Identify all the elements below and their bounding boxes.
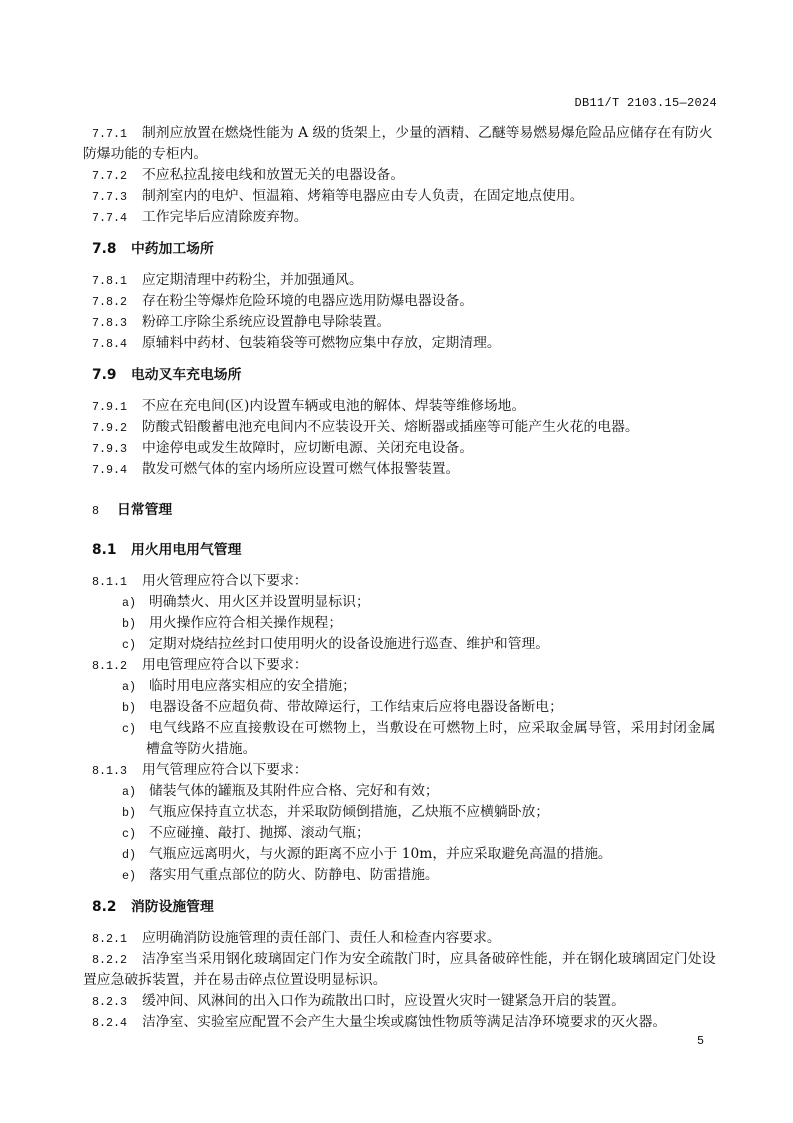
- list-item-text: 临时用电应落实相应的安全措施；: [149, 678, 356, 694]
- clause-number: 7.7.4: [92, 211, 128, 225]
- list-marker: e): [122, 869, 137, 883]
- list-item-text: 气瓶应保持直立状态，并采取防倾倒措施，乙炔瓶不应横躺卧放；: [149, 804, 550, 820]
- list-item-8-1-3-a: [83, 781, 733, 802]
- list-item-text-continued: 槽盒等防火措施。: [146, 741, 257, 757]
- list-marker: a): [122, 596, 137, 610]
- list-item-text: 定期对烧结拉丝封口使用明火的设备设施进行巡查、维护和管理。: [149, 636, 550, 652]
- heading-8-2: [83, 897, 733, 918]
- section-8-1: [83, 540, 733, 886]
- clause-text: 洁净室当采用钢化玻璃固定门作为安全疏散门时，应具备破碎性能，并在钢化玻璃固定门处设: [142, 951, 716, 967]
- clause-8-2-2-continuation: [83, 970, 733, 991]
- list-marker: c): [122, 827, 137, 841]
- page-number: 5: [697, 1034, 705, 1048]
- chapter-number: 8: [92, 504, 100, 518]
- clause-8-1-2: [83, 655, 733, 676]
- list-item-8-1-1-b: [83, 613, 733, 634]
- list-marker: c): [122, 638, 137, 652]
- clause-number: 7.9.2: [92, 421, 128, 435]
- clause-number: 8.1.2: [92, 659, 128, 673]
- heading-number: 7.8: [92, 241, 117, 257]
- list-item-8-1-3-e: [83, 865, 733, 886]
- chapter-title: 日常管理: [117, 502, 173, 518]
- list-marker: a): [122, 680, 137, 694]
- clause-text: 用电管理应符合以下要求：: [142, 657, 308, 673]
- clause-7-7-3: [83, 186, 733, 207]
- list-item-text: 落实用气重点部位的防火、防静电、防雷措施。: [149, 867, 439, 883]
- section-7-9: [83, 365, 733, 480]
- clause-7-8-3: [83, 312, 733, 333]
- clause-7-8-1: [83, 270, 733, 291]
- clause-number: 7.9.1: [92, 400, 128, 414]
- clause-text: 洁净室、实验室应配置不会产生大量尘埃或腐蚀性物质等满足洁净环境要求的灭火器。: [142, 1014, 667, 1030]
- clause-number: 8.2.3: [92, 995, 128, 1009]
- clause-number: 8.2.1: [92, 932, 128, 946]
- heading-7-9: [83, 365, 733, 386]
- clause-text-continued: 置应急破拆装置，并在易击碎点位置设明显标识。: [83, 972, 387, 988]
- list-item-text: 电气线路不应直接敷设在可燃物上，当敷设在可燃物上时，应采取金属导管，采用封闭金属: [149, 720, 716, 736]
- clause-7-9-3: [83, 438, 733, 459]
- clause-text: 用火管理应符合以下要求：: [142, 573, 308, 589]
- heading-title: 用火用电用气管理: [131, 542, 242, 558]
- list-item-8-1-3-b: [83, 802, 733, 823]
- list-marker: d): [122, 848, 137, 862]
- list-item-8-1-2-c-continuation: [83, 739, 733, 760]
- document-code: DB11/T 2103.15—2024: [574, 96, 717, 110]
- list-marker: b): [122, 701, 137, 715]
- clause-7-7-1: [83, 123, 733, 144]
- clause-number: 8.1.1: [92, 575, 128, 589]
- heading-7-8: [83, 239, 733, 260]
- clause-7-7-4: [83, 207, 733, 228]
- list-item-text: 电器设备不应超负荷、带故障运行，工作结束后应将电器设备断电；: [149, 699, 563, 715]
- clause-text: 粉碎工序除尘系统应设置静电导除装置。: [142, 314, 391, 330]
- clause-text: 用气管理应符合以下要求：: [142, 762, 308, 778]
- clause-number: 7.8.2: [92, 295, 128, 309]
- clause-number: 7.7.1: [92, 127, 128, 141]
- section-8: [83, 500, 733, 1033]
- heading-number: 8.2: [92, 899, 117, 915]
- clause-8-1-3: [83, 760, 733, 781]
- list-item-8-1-2-b: [83, 697, 733, 718]
- clause-7-7-2: [83, 165, 733, 186]
- clause-text: 防酸式铅酸蓄电池充电间内不应装设开关、熔断器或插座等可能产生火花的电器。: [142, 419, 639, 435]
- clause-8-1-1: [83, 571, 733, 592]
- list-item-8-1-2-a: [83, 676, 733, 697]
- clause-number: 7.9.4: [92, 463, 128, 477]
- heading-title: 中药加工场所: [131, 241, 214, 257]
- clause-8-2-1: [83, 928, 733, 949]
- list-marker: a): [122, 785, 137, 799]
- section-7-7: [83, 123, 733, 228]
- clause-7-7-1-continuation: [83, 144, 733, 165]
- clause-text: 应明确消防设施管理的责任部门、责任人和检查内容要求。: [142, 930, 501, 946]
- clause-number: 8.2.4: [92, 1016, 128, 1030]
- clause-text: 不应在充电间(区)内设置车辆或电池的解体、焊装等维修场地。: [142, 398, 526, 414]
- heading-title: 消防设施管理: [131, 899, 214, 915]
- clause-text: 存在粉尘等爆炸危险环境的电器应选用防爆电器设备。: [142, 293, 474, 309]
- clause-text: 工作完毕后应清除废弃物。: [142, 209, 308, 225]
- list-item-text: 不应碰撞、敲打、抛掷、滚动气瓶；: [149, 825, 370, 841]
- clause-number: 7.7.3: [92, 190, 128, 204]
- section-8-2: [83, 897, 733, 1033]
- heading-title: 电动叉车充电场所: [131, 367, 242, 383]
- heading-number: 7.9: [92, 367, 117, 383]
- clause-7-8-2: [83, 291, 733, 312]
- list-item-8-1-1-c: [83, 634, 733, 655]
- list-item-text: 储装气体的罐瓶及其附件应合格、完好和有效；: [149, 783, 439, 799]
- clause-text-continued: 防爆功能的专柜内。: [83, 146, 208, 162]
- clause-text: 原辅料中药材、包装箱袋等可燃物应集中存放，定期清理。: [142, 335, 501, 351]
- clause-text: 制剂室内的电炉、恒温箱、烤箱等电器应由专人负责，在固定地点使用。: [142, 188, 584, 204]
- clause-text: 制剂应放置在燃烧性能为 A 级的货架上，少量的酒精、乙醚等易燃易爆危险品应储存在有防火: [142, 125, 713, 141]
- clause-8-2-2: [83, 949, 733, 970]
- section-7-8: [83, 239, 733, 354]
- clause-number: 7.8.3: [92, 316, 128, 330]
- heading-number: 8.1: [92, 542, 117, 558]
- list-item-text: 用火操作应符合相关操作规程；: [149, 615, 343, 631]
- clause-text: 不应私拉乱接电线和放置无关的电器设备。: [142, 167, 405, 183]
- list-item-8-1-1-a: [83, 592, 733, 613]
- list-item-text: 明确禁火、用火区并设置明显标识；: [149, 594, 370, 610]
- clause-number: 8.2.2: [92, 953, 128, 967]
- list-item-8-1-3-d: [83, 844, 733, 865]
- page-content: [83, 123, 733, 1033]
- list-item-8-1-2-c: [83, 718, 733, 739]
- heading-8-1: [83, 540, 733, 561]
- clause-7-9-4: [83, 459, 733, 480]
- clause-number: 7.9.3: [92, 442, 128, 456]
- list-marker: b): [122, 617, 137, 631]
- clause-7-9-1: [83, 396, 733, 417]
- list-marker: c): [122, 722, 137, 736]
- list-item-text: 气瓶应远离明火，与火源的距离不应小于 10m，并应采取避免高温的措施。: [149, 846, 612, 862]
- clause-number: 7.8.4: [92, 337, 128, 351]
- clause-number: 7.8.1: [92, 274, 128, 288]
- list-item-8-1-3-c: [83, 823, 733, 844]
- clause-text: 缓冲间、风淋间的出入口作为疏散出口时，应设置火灾时一键紧急开启的装置。: [142, 993, 625, 1009]
- list-marker: b): [122, 806, 137, 820]
- clause-text: 散发可燃气体的室内场所应设置可燃气体报警装置。: [142, 461, 460, 477]
- clause-8-2-3: [83, 991, 733, 1012]
- clause-7-8-4: [83, 333, 733, 354]
- clause-text: 应定期清理中药粉尘，并加强通风。: [142, 272, 363, 288]
- clause-number: 8.1.3: [92, 764, 128, 778]
- clause-text: 中途停电或发生故障时，应切断电源、关闭充电设备。: [142, 440, 474, 456]
- heading-8: [83, 500, 733, 521]
- clause-7-9-2: [83, 417, 733, 438]
- clause-8-2-4: [83, 1012, 733, 1033]
- clause-number: 7.7.2: [92, 169, 128, 183]
